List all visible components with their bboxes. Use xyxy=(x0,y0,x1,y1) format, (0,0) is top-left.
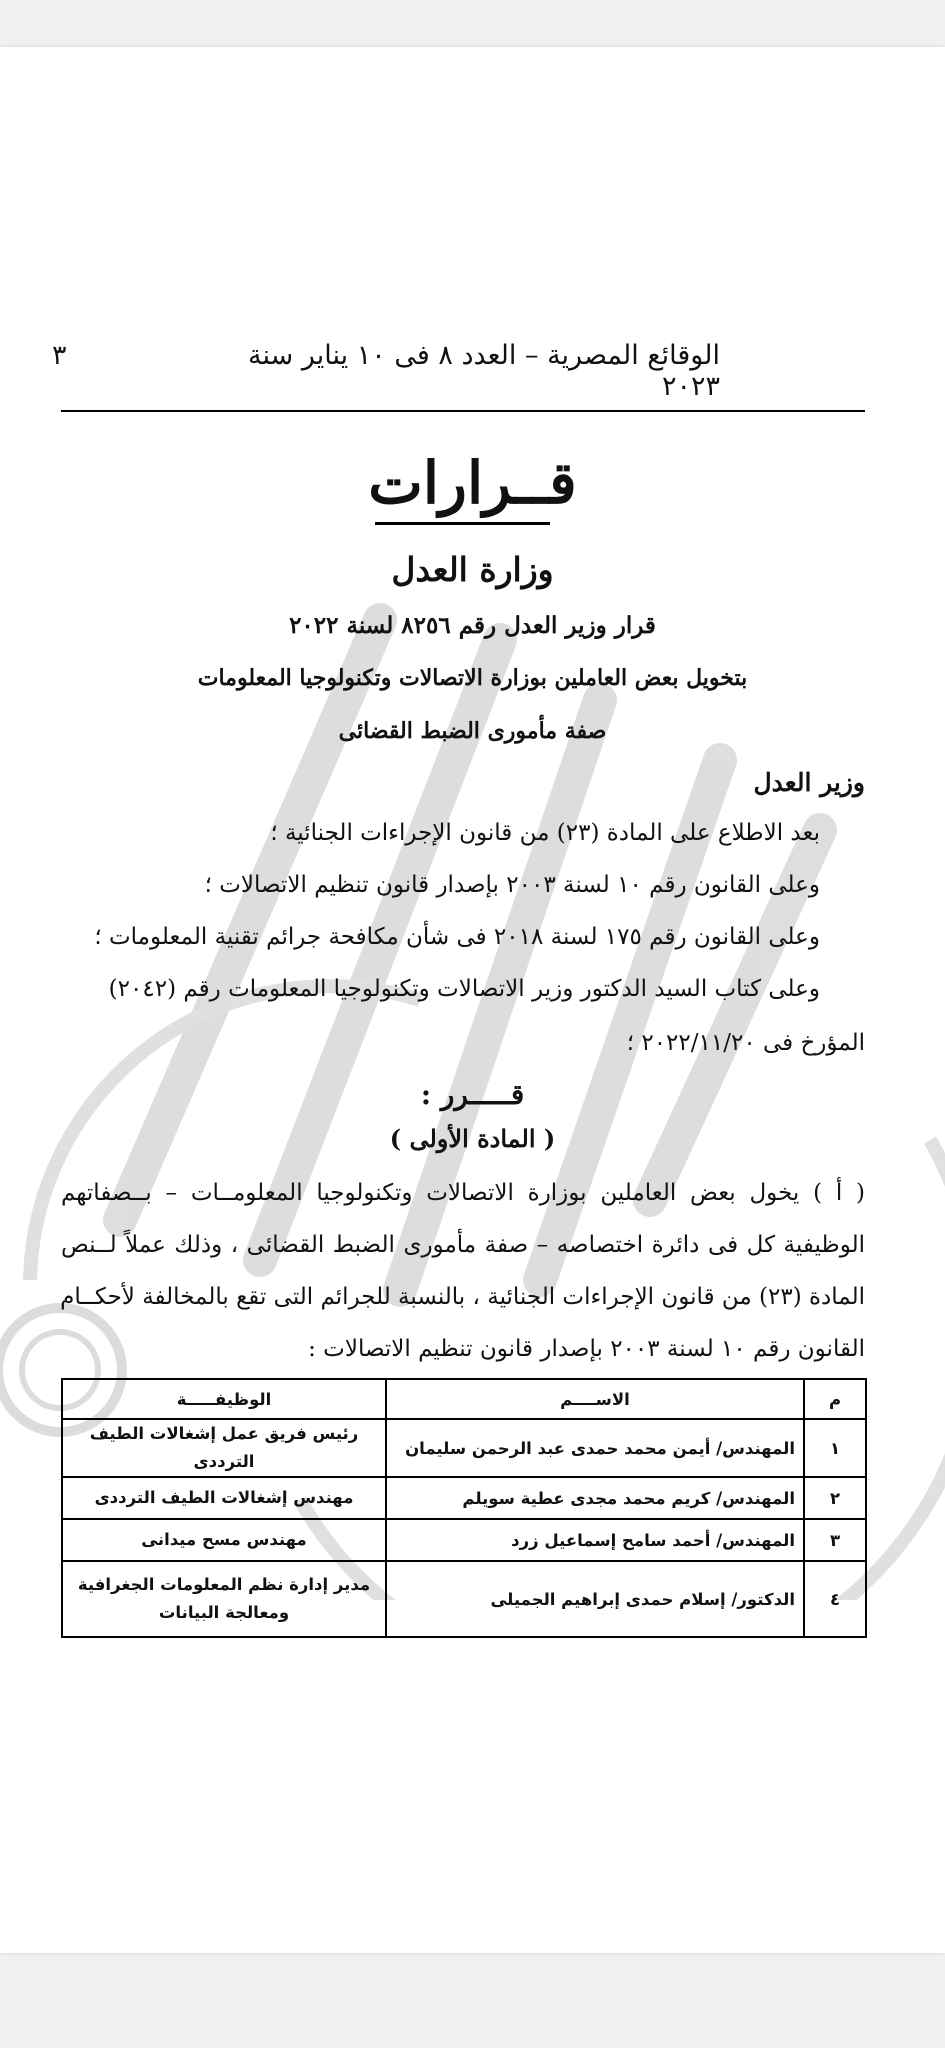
article-body-line: الوظيفية كل فى دائرة اختصاصه – صفة مأمورى الضبط القضائى ، وذلك عملاً لــنص xyxy=(61,1232,865,1258)
officers-table xyxy=(61,1378,867,1638)
preamble-line: وعلى كتاب السيد الدكتور وزير الاتصالات وتكنولوجيا المعلومات رقم (٢٠٤٢) xyxy=(108,976,820,1002)
row-job-line: مدير إدارة نظم المعلومات الجغرافية xyxy=(77,1575,371,1595)
column-header-name: الاســــم xyxy=(386,1379,804,1419)
article-title: ( المادة الأولى ) xyxy=(389,1124,556,1153)
article-body-line: القانون رقم ١٠ لسنة ٢٠٠٣ بإصدار قانون تنظيم الاتصالات : xyxy=(308,1336,865,1362)
row-name: الدكتور/ إسلام حمدى إبراهيم الجميلى xyxy=(386,1561,804,1637)
column-header-number: م xyxy=(804,1379,866,1419)
row-number: ٤ xyxy=(804,1561,866,1637)
table-header-row xyxy=(62,1379,866,1419)
page-number: ٣ xyxy=(52,340,67,371)
minister-heading: وزير العدل xyxy=(753,768,865,797)
header-divider xyxy=(61,410,865,412)
row-job-line: مهندس إشغالات الطيف الترددى xyxy=(94,1488,354,1508)
row-job xyxy=(62,1561,386,1637)
decides-heading: قـــــرر : xyxy=(420,1078,525,1111)
row-job-line: رئيس فريق عمل إشغالات الطيف الترددى xyxy=(89,1424,359,1472)
decree-subject-line-2: صفة مأمورى الضبط القضائى xyxy=(338,718,607,744)
row-job xyxy=(62,1477,386,1519)
preamble-line: وعلى القانون رقم ١٧٥ لسنة ٢٠١٨ فى شأن مكافحة جرائم تقنية المعلومات ؛ xyxy=(94,924,820,950)
article-body-line: ( أ ) يخول بعض العاملين بوزارة الاتصالات وتكنولوجيا المعلومــات – بــصفاتهم xyxy=(61,1180,865,1206)
row-job-line: ومعالجة البيانات xyxy=(158,1603,290,1623)
row-job-line: مهندس مسح ميدانى xyxy=(141,1530,307,1550)
table-row xyxy=(62,1419,866,1477)
article-body-line: المادة (٢٣) من قانون الإجراءات الجنائية ، بالنسبة للجرائم التى تقع بالمخالفة لأحكــام xyxy=(60,1284,865,1310)
decree-subject-line-1: بتخويل بعض العاملين بوزارة الاتصالات وتكنولوجيا المعلومات xyxy=(197,665,748,691)
row-name: المهندس/ أيمن محمد حمدى عبد الرحمن سليمان xyxy=(386,1419,804,1477)
ministry-name: وزارة العدل xyxy=(391,550,554,589)
table-row xyxy=(62,1519,866,1561)
preamble-line: المؤرخ فى ٢٠٢٢/١١/٢٠ ؛ xyxy=(626,1030,865,1056)
section-title-underline xyxy=(375,522,550,525)
gazette-header-title: الوقائع المصرية – العدد ٨ فى ١٠ يناير سنة ٢٠٢٣ xyxy=(248,340,720,402)
row-name: المهندس/ أحمد سامح إسماعيل زرد xyxy=(386,1519,804,1561)
row-job xyxy=(62,1419,386,1477)
row-number: ٢ xyxy=(804,1477,866,1519)
preamble-line: بعد الاطلاع على المادة (٢٣) من قانون الإجراءات الجنائية ؛ xyxy=(270,820,820,846)
row-number: ٣ xyxy=(804,1519,866,1561)
row-job xyxy=(62,1519,386,1561)
row-number: ١ xyxy=(804,1419,866,1477)
section-title: قــرارات xyxy=(368,449,577,517)
row-name: المهندس/ كريم محمد مجدى عطية سويلم xyxy=(386,1477,804,1519)
table-row xyxy=(62,1477,866,1519)
table-row xyxy=(62,1561,866,1637)
preamble-line: وعلى القانون رقم ١٠ لسنة ٢٠٠٣ بإصدار قانون تنظيم الاتصالات ؛ xyxy=(204,872,820,898)
column-header-job: الوظيفـــــة xyxy=(62,1379,386,1419)
decree-title: قرار وزير العدل رقم ٨٢٥٦ لسنة ٢٠٢٢ xyxy=(289,612,656,639)
